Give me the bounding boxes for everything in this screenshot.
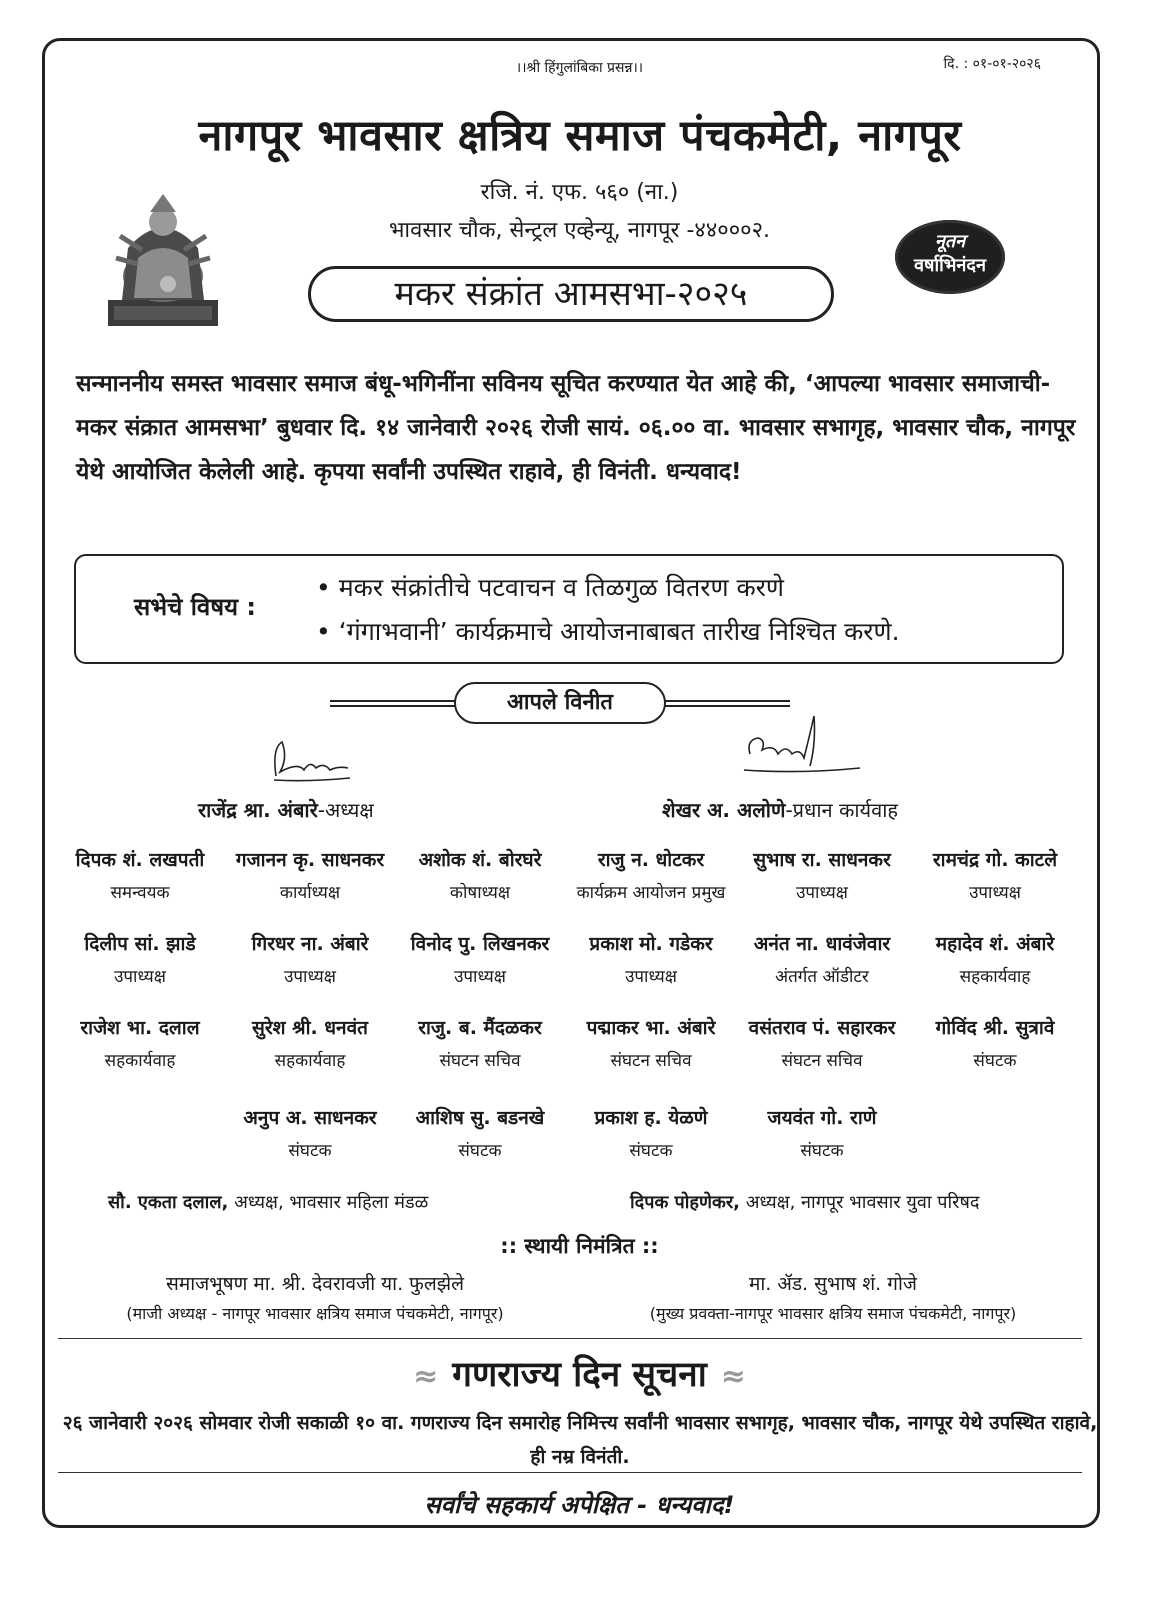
permanent-invitee (578, 1270, 1088, 1324)
signatory-name: शेखर अ. अलोणे (662, 798, 786, 822)
member: राजु न. धोटकर कार्यक्रम आयोजन प्रमुख (576, 849, 726, 903)
member: अनंत ना. धावंजेवार अंतर्गत ऑडीटर (753, 933, 891, 987)
youth-council-president: दिपक पोहणेकर, अध्यक्ष, नागपूर भावसार युवा परिषद (630, 1192, 980, 1213)
divider-left (330, 700, 460, 707)
member: राजेश भा. दलाल सहकार्यवाह (80, 1017, 200, 1071)
footer-thanks: सर्वांचे सहकार्य अपेक्षित - धन्यवाद! (424, 1491, 735, 1519)
subjects-list (316, 566, 900, 654)
invitee-name: समाजभूषण मा. श्री. देवरावजी या. फुलझेले (166, 1273, 464, 1295)
vinit-heading: आपले विनीत (454, 682, 666, 724)
signature-image (740, 714, 870, 786)
notice-paragraph: सन्माननीय समस्त भावसार समाज बंधू-भगिनींना सविनय सूचित करण्यात येत आहे की, ‘आपल्या भावसार समाजाची-मकर संक्रात आमसभा’ बुधवार दि. १४ जानेवारी २०२६ रोजी सायं. ०६.०० वा. भावसार सभागृह, भावसार चौक, नागपूर येथे आयोजित केलेली आहे. कृपया सर्वांनी उपस्थित राहावे, ही विनंती. धन्यवाद! (76, 371, 1076, 485)
republic-day-title: गणराज्य दिन सूचना (452, 1355, 707, 1395)
permanent-invitee (60, 1270, 570, 1324)
member: प्रकाश मो. गडेकर उपाध्यक्ष (589, 933, 713, 987)
invitee-description: (मुख्य प्रवक्ता-नागपूर भावसार क्षत्रिय समाज पंचकमेटी, नागपूर) (649, 1304, 1017, 1323)
womens-wing-president: सौ. एकता दलाल, अध्यक्ष, भावसार महिला मंडळ (108, 1192, 429, 1213)
divider-right (660, 700, 790, 707)
member: गोविंद श्री. सुत्रावे संघटक (935, 1017, 1055, 1071)
member: वसंतराव पं. सहारकर संघटन सचिव (748, 1017, 896, 1071)
member: महादेव शं. अंबारे सहकार्यवाह (935, 933, 1055, 987)
invitee-description: (माजी अध्यक्ष - नागपूर भावसार क्षत्रिय समाज पंचकमेटी, नागपूर) (126, 1304, 504, 1323)
member: अनुप अ. साधनकर संघटक (243, 1107, 377, 1161)
organization-address: भावसार चौक, सेन्ट्रल एव्हेन्यू, नागपूर -४४०००२. (388, 218, 771, 243)
new-year-stamp (895, 220, 1005, 294)
member: विनोद पु. लिखनकर उपाध्यक्ष (410, 933, 550, 987)
member: आशिष सु. बडनखे संघटक (415, 1107, 545, 1161)
subjects-label: सभेचे विषय : (134, 593, 256, 621)
signatory-name: राजेंद्र श्रा. अंबारे (198, 798, 318, 822)
wave-icon: ≈ (413, 1358, 439, 1394)
signature-image (268, 738, 358, 788)
republic-day-heading (0, 1350, 1159, 1397)
signatory-president (198, 796, 374, 823)
member: रामचंद्र गो. काटले उपाध्यक्ष (932, 849, 1058, 903)
invitee-name: मा. ॲड. सुभाष शं. गोजे (749, 1273, 917, 1295)
member: गजानन कृ. साधनकर कार्याध्यक्ष (235, 849, 385, 903)
event-banner: मकर संक्रांत आमसभा-२०२५ (308, 266, 834, 322)
permanent-invitees-heading: :: स्थायी निमंत्रित :: (500, 1234, 659, 1258)
member: गिरधर ना. अंबारे उपाध्यक्ष (251, 933, 369, 987)
wave-icon: ≈ (720, 1358, 746, 1394)
invocation: ।।श्री हिंगुलांबिका प्रसन्न।। (515, 60, 644, 76)
member: दिपक शं. लखपती समन्वयक (75, 849, 205, 903)
member: सुरेश श्री. धनवंत सहकार्यवाह (252, 1017, 368, 1071)
signatory-role: -प्रधान कार्यवाह (785, 798, 899, 822)
registration-number: रजि. नं. एफ. ५६० (ना.) (480, 180, 679, 205)
signatory-role: -अध्यक्ष (317, 798, 374, 822)
member: राजु. ब. मैंदळकर संघटन सचिव (418, 1017, 542, 1071)
notice-date: दि. : ०१-०१-२०२६ (943, 56, 1041, 72)
meeting-subjects-box (74, 554, 1064, 664)
stamp-line2: वर्षाभिनंदन (914, 255, 986, 276)
divider (58, 1472, 1082, 1473)
deity-image (108, 188, 218, 326)
member: प्रकाश ह. येळणे संघटक (594, 1107, 708, 1161)
member: पद्माकर भा. अंबारे संघटन सचिव (586, 1017, 716, 1071)
member: जयवंत गो. राणे संघटक (767, 1107, 877, 1161)
republic-day-text: २६ जानेवारी २०२६ सोमवार रोजी सकाळी १० वा. गणराज्य दिन समारोह निमित्त्य सर्वांनी भावसार सभागृह, भावसार चौक, नागपूर येथे उपस्थित राहावे, ही नम्र विनंती. (62, 1412, 1098, 1468)
member: सुभाष रा. साधनकर उपाध्यक्ष (753, 849, 891, 903)
subject-item: • मकर संक्रांतीचे पटवाचन व तिळगुळ वितरण करणे (316, 573, 784, 602)
subject-item: • ‘गंगाभवानी’ कार्यक्रमाचे आयोजनाबाबत तारीख निश्चित करणे. (316, 617, 900, 646)
signatory-secretary (662, 796, 898, 823)
stamp-line1: नूतन (934, 231, 966, 252)
organization-title: नागपूर भावसार क्षत्रिय समाज पंचकमेटी, नागपूर (198, 111, 962, 161)
member: दिलीप सां. झाडे उपाध्यक्ष (84, 933, 196, 987)
member: अशोक शं. बोरघरे कोषाध्यक्ष (418, 849, 542, 903)
divider (58, 1338, 1082, 1339)
